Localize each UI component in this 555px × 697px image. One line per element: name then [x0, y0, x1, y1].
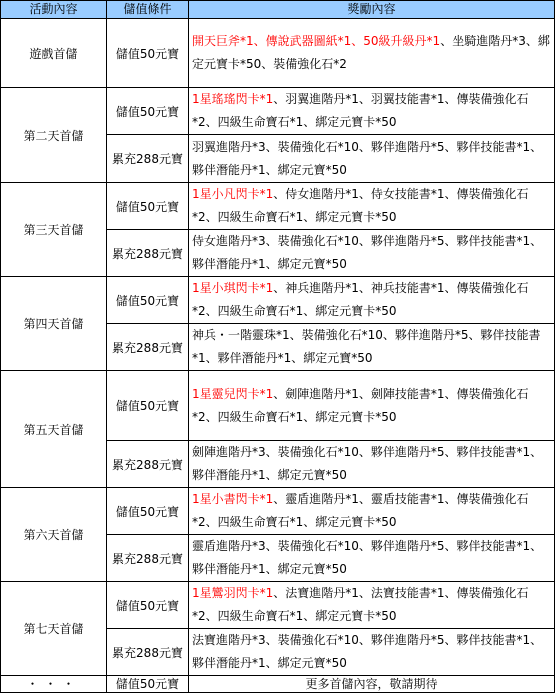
- condition-cell: 累充288元寶: [107, 324, 189, 371]
- reward-cell: [189, 135, 555, 183]
- reward-highlight: 1星瑤瑤閃卡*1: [192, 92, 274, 106]
- header-condition: 儲值條件: [107, 1, 189, 19]
- table-row: [1, 371, 555, 441]
- condition-cell: 儲值50元寶: [107, 19, 189, 88]
- activity-cell: 第六天首儲: [1, 488, 107, 582]
- table-body: [1, 19, 555, 693]
- reward-cell: [189, 277, 555, 324]
- reward-text: 侍女進階丹*3、裝備強化石*10、夥伴進階丹*5、夥伴技能書*1、夥伴潛能丹*1、綁定元寶*50: [192, 234, 543, 271]
- reward-text: 法寶進階丹*3、裝備強化石*10、夥伴進階丹*5、夥伴技能書*1、夥伴潛能丹*1、綁定元寶*50: [192, 633, 543, 670]
- footer-reward: 更多首儲內容，敬請期待: [189, 676, 555, 693]
- condition-cell: 儲值50元寶: [107, 88, 189, 135]
- reward-cell: [189, 88, 555, 135]
- table-row: [1, 277, 555, 324]
- reward-cell: [189, 535, 555, 582]
- header-row: [1, 1, 555, 19]
- reward-highlight: 1星小凡閃卡*1: [192, 187, 274, 201]
- reward-cell: [189, 230, 555, 277]
- footer-condition: 儲值50元寶: [107, 676, 189, 693]
- activity-cell: 第二天首儲: [1, 88, 107, 183]
- reward-cell: [189, 19, 555, 88]
- table-row: [1, 183, 555, 230]
- condition-cell: 儲值50元寶: [107, 582, 189, 629]
- reward-text: 神兵・一階靈珠*1、裝備強化石*10、夥伴進階丹*5、夥伴技能書*1、夥伴潛能丹*1、綁定元寶*50: [192, 328, 541, 365]
- header-reward: 獎勵內容: [189, 1, 555, 19]
- condition-cell: 累充288元寶: [107, 629, 189, 676]
- condition-cell: 儲值50元寶: [107, 277, 189, 324]
- reward-text: 、靈盾進階丹*1、靈盾技能書*1、傳裝備強化石*2、四級生命寶石*1、綁定元寶卡*50: [192, 492, 529, 529]
- reward-text: 、劍陣進階丹*1、劍陣技能書*1、傳裝備強化石*2、四級生命寶石*1、綁定元寶卡*50: [192, 386, 529, 424]
- table-row: [1, 19, 555, 88]
- reward-text: 、侍女進階丹*1、侍女技能書*1、傳裝備強化石*2、四級生命寶石*1、綁定元寶卡*50: [192, 187, 529, 224]
- reward-text: 、坐騎進階丹*3、綁定元寶卡*50、裝備強化石*2: [192, 34, 550, 71]
- reward-cell: [189, 488, 555, 535]
- condition-cell: 累充288元寶: [107, 441, 189, 488]
- activity-cell: 第四天首儲: [1, 277, 107, 371]
- reward-highlight: 1星鸞羽閃卡*1: [192, 586, 274, 600]
- condition-cell: 儲值50元寶: [107, 488, 189, 535]
- activity-cell: 遊戲首儲: [1, 19, 107, 88]
- condition-cell: 儲值50元寶: [107, 371, 189, 441]
- reward-cell: [189, 324, 555, 371]
- condition-cell: 累充288元寶: [107, 230, 189, 277]
- footer-ellipsis: ・・・: [1, 676, 107, 693]
- reward-highlight: 1星小琪閃卡*1: [192, 281, 274, 295]
- condition-cell: 累充288元寶: [107, 135, 189, 183]
- table-row: [1, 488, 555, 535]
- header-activity: 活動內容: [1, 1, 107, 19]
- reward-text: 羽翼進階丹*3、裝備強化石*10、夥伴進階丹*5、夥伴技能書*1、夥伴潛能丹*1、綁定元寶*50: [192, 139, 543, 177]
- reward-text: 、羽翼進階丹*1、羽翼技能書*1、傳裝備強化石*2、四級生命寶石*1、綁定元寶卡*50: [192, 92, 529, 129]
- activity-cell: 第三天首儲: [1, 183, 107, 277]
- footer-row: [1, 676, 555, 693]
- condition-cell: 儲值50元寶: [107, 183, 189, 230]
- reward-cell: [189, 371, 555, 441]
- reward-cell: [189, 582, 555, 629]
- table-row: [1, 582, 555, 629]
- activity-cell: 第五天首儲: [1, 371, 107, 488]
- reward-cell: [189, 183, 555, 230]
- reward-text: 、神兵進階丹*1、神兵技能書*1、傳裝備強化石*2、四級生命寶石*1、綁定元寶卡*50: [192, 281, 529, 318]
- table-row: [1, 88, 555, 135]
- reward-cell: [189, 629, 555, 676]
- reward-highlight: 1星小書閃卡*1: [192, 492, 274, 506]
- reward-highlight: 1星靈兒閃卡*1: [192, 386, 274, 401]
- reward-text: 靈盾進階丹*3、裝備強化石*10、夥伴進階丹*5、夥伴技能書*1、夥伴潛能丹*1、綁定元寶*50: [192, 539, 543, 576]
- reward-highlight: 開天巨斧*1、傳說武器圖紙*1、50級升級丹*1: [192, 34, 441, 48]
- reward-text: 、法寶進階丹*1、法寶技能書*1、傳裝備強化石*2、四級生命寶石*1、綁定元寶卡*50: [192, 586, 529, 623]
- reward-cell: [189, 441, 555, 488]
- reward-text: 劍陣進階丹*3、裝備強化石*10、夥伴進階丹*5、夥伴技能書*1、夥伴潛能丹*1、綁定元寶*50: [192, 445, 543, 482]
- activity-cell: 第七天首儲: [1, 582, 107, 676]
- condition-cell: 累充288元寶: [107, 535, 189, 582]
